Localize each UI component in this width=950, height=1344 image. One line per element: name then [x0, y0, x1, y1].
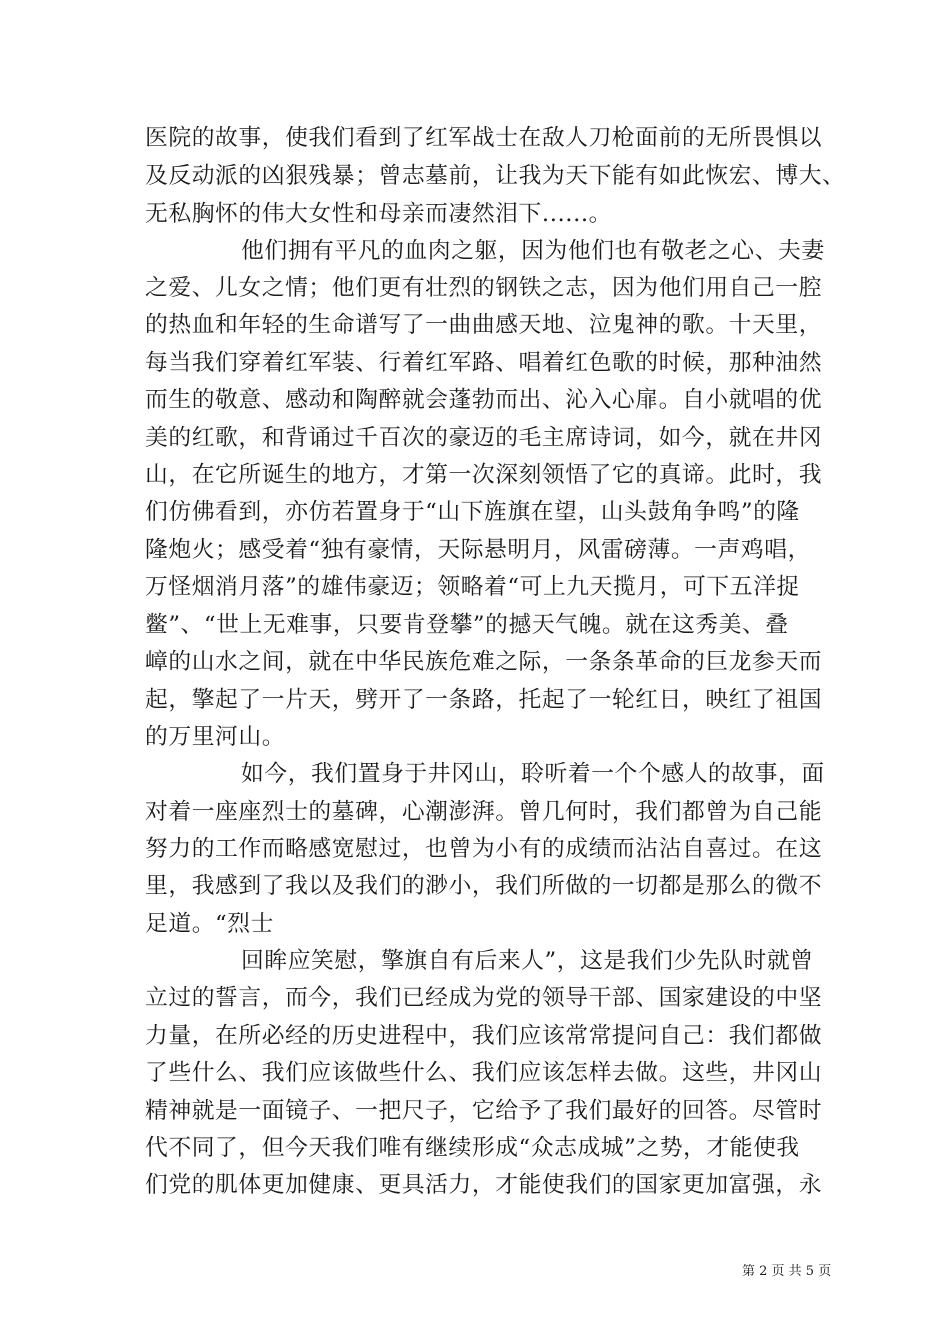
text-line: 起，擎起了一片天，劈开了一条路，托起了一轮红日，映红了祖国	[145, 687, 823, 713]
paragraph-start: 回眸应笑慰，擎旗自有后来人”，这是我们少先队时就曾	[241, 948, 814, 974]
paragraph-start: 如今，我们置身于井冈山，聆听着一个个感人的故事，面	[241, 761, 825, 787]
paragraph-start: 他们拥有平凡的血肉之躯，因为他们也有敬老之心、夫妻	[241, 238, 825, 264]
text-line: 们党的肌体更加健康、更具活力，才能使我们的国家更加富强，永	[145, 1172, 823, 1198]
text-line: 努力的工作而略感宽慰过，也曾为小有的成绩而沾沾自喜过。在这	[145, 836, 823, 862]
text-line: 山，在它所诞生的地方，才第一次深刻领悟了它的真谛。此时，我	[145, 462, 823, 488]
text-line: 而生的敬意、感动和陶醉就会蓬勃而出、沁入心扉。自小就唱的优	[145, 387, 823, 413]
text-line: 力量，在所必经的历史进程中，我们应该常常提问自己：我们都做	[145, 1023, 823, 1049]
text-line: 万怪烟消月落”的雄伟豪迈；领略着“可上九天揽月，可下五洋捉	[145, 574, 800, 600]
text-line: 的热血和年轻的生命谱写了一曲曲感天地、泣鬼神的歌。十天里，	[145, 312, 823, 338]
text-line: 及反动派的凶狠残暴；曾志墓前，让我为天下能有如此恢宏、博大、	[145, 163, 846, 189]
text-line: 精神就是一面镜子、一把尺子，它给予了我们最好的回答。尽管时	[145, 1098, 823, 1124]
text-line: 对着一座座烈士的墓碑，心潮澎湃。曾几何时，我们都曾为自己能	[145, 799, 823, 825]
text-line: 立过的誓言，而今，我们已经成为党的领导干部、国家建设的中坚	[145, 985, 823, 1011]
text-line: 美的红歌，和背诵过千百次的豪迈的毛主席诗词，如今，就在井冈	[145, 425, 823, 451]
text-line: 代不同了，但今天我们唯有继续形成“众志成城”之势，才能使我	[145, 1135, 800, 1161]
text-line: 的万里河山。	[145, 724, 286, 750]
text-line: 们仿佛看到，亦仿若置身于“山下旌旗在望，山头鼓角争鸣”的隆	[145, 499, 800, 525]
page-number-footer: 第 2 页 共 5 页	[742, 1264, 832, 1279]
text-line: 了些什么、我们应该做些什么、我们应该怎样去做。这些，井冈山	[145, 1060, 823, 1086]
text-line: 里，我感到了我以及我们的渺小，我们所做的一切都是那么的微不	[145, 873, 823, 899]
text-line: 鳖”、“世上无难事，只要肯登攀”的撼天气魄。就在这秀美、叠	[145, 612, 789, 638]
text-line: 医院的故事，使我们看到了红军战士在敌人刀枪面前的无所畏惧以	[145, 125, 823, 151]
text-line: 足道。“烈士	[145, 911, 274, 937]
text-line: 嶂的山水之间，就在中华民族危难之际，一条条革命的巨龙参天而	[145, 649, 823, 675]
text-line: 无私胸怀的伟大女性和母亲而凄然泪下......。	[145, 201, 613, 227]
text-line: 隆炮火；感受着“独有豪情，天际悬明月，风雷磅薄。一声鸡唱，	[145, 537, 811, 563]
text-line: 之爱、儿女之情；他们更有壮烈的钢铁之志，因为他们用自己一腔	[145, 275, 823, 301]
text-line: 每当我们穿着红军装、行着红军路、唱着红色歌的时候，那种油然	[145, 350, 823, 376]
